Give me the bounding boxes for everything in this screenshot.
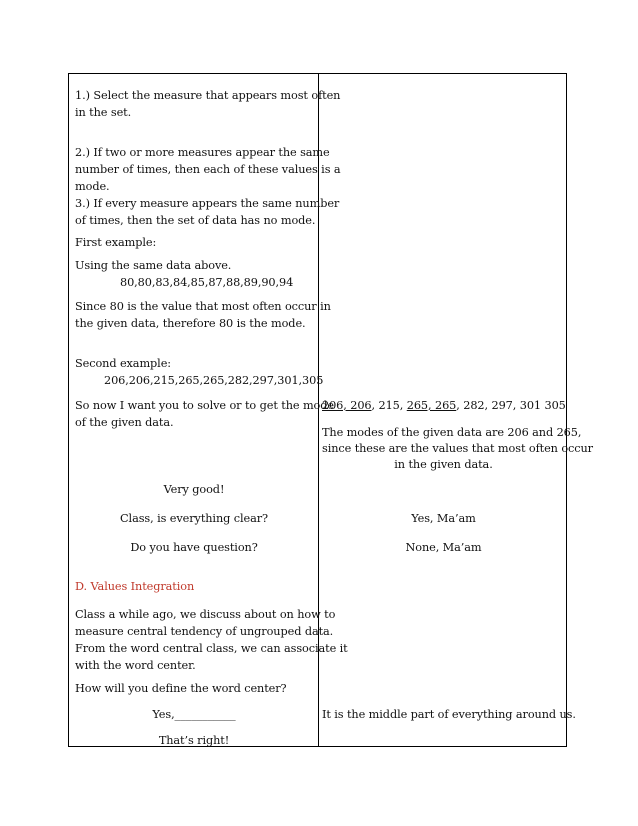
values-integration-heading: D. Values Integration [75, 580, 195, 593]
modes-line3: in the given data. [394, 458, 493, 471]
since-line2: the given data, therefore 80 is the mode. [75, 317, 306, 330]
define-question: How will you define the word center? [75, 682, 287, 695]
answer-underlined-2: 265, 265 [406, 399, 457, 412]
values-line4: with the word center. [75, 659, 196, 672]
have-question: Do you have question? [130, 541, 258, 554]
middle-answer: It is the middle part of everything around us. [322, 708, 576, 721]
rule1-line2: in the set. [75, 106, 132, 119]
rule2-line3: mode. [75, 180, 110, 193]
values-line2: measure central tendency of ungrouped data. [75, 625, 334, 638]
first-example-label: First example: [75, 236, 157, 249]
very-good-text: Very good! [163, 483, 225, 496]
none-maam: None, Ma’am [405, 541, 482, 554]
rule2-line2: number of times, then each of these values is a [75, 163, 341, 176]
answer-part-4: , 282, 297, 301 305 [456, 399, 566, 412]
solve-line2: of the given data. [75, 416, 174, 429]
rule3-line2: of times, then the set of data has no mode. [75, 214, 316, 227]
modes-line2: since these are the values that most often occur [322, 442, 593, 455]
rule2-line1: 2.) If two or more measures appear the same [75, 146, 330, 159]
answer-data [322, 398, 565, 415]
modes-line1: The modes of the given data are 206 and 265, [322, 426, 582, 439]
answer-part-2: , 215, [371, 399, 407, 412]
data-set-1: 80,80,83,84,85,87,88,89,90,94 [120, 276, 294, 289]
since-line1: Since 80 is the value that most often occur in [75, 300, 331, 313]
rule1-line1: 1.) Select the measure that appears most often [75, 89, 341, 102]
solve-line1: So now I want you to solve or to get the mode [75, 399, 334, 412]
values-line3: From the word central class, we can associate it [75, 642, 348, 655]
values-line1: Class a while ago, we discuss about on how to [75, 608, 336, 621]
data-set-2: 206,206,215,265,265,282,297,301,305 [104, 374, 324, 387]
clear-question: Class, is everything clear? [120, 512, 268, 525]
yes-maam: Yes, Ma’am [411, 512, 476, 525]
answer-underlined-1: 206, 206 [322, 399, 372, 412]
thats-right-text: That’s right! [158, 734, 230, 747]
yes-blank: Yes,___________ [152, 708, 236, 721]
second-example-label: Second example: [75, 357, 171, 370]
rule3-line1: 3.) If every measure appears the same number [75, 197, 340, 210]
using-data-text: Using the same data above. [75, 259, 232, 272]
